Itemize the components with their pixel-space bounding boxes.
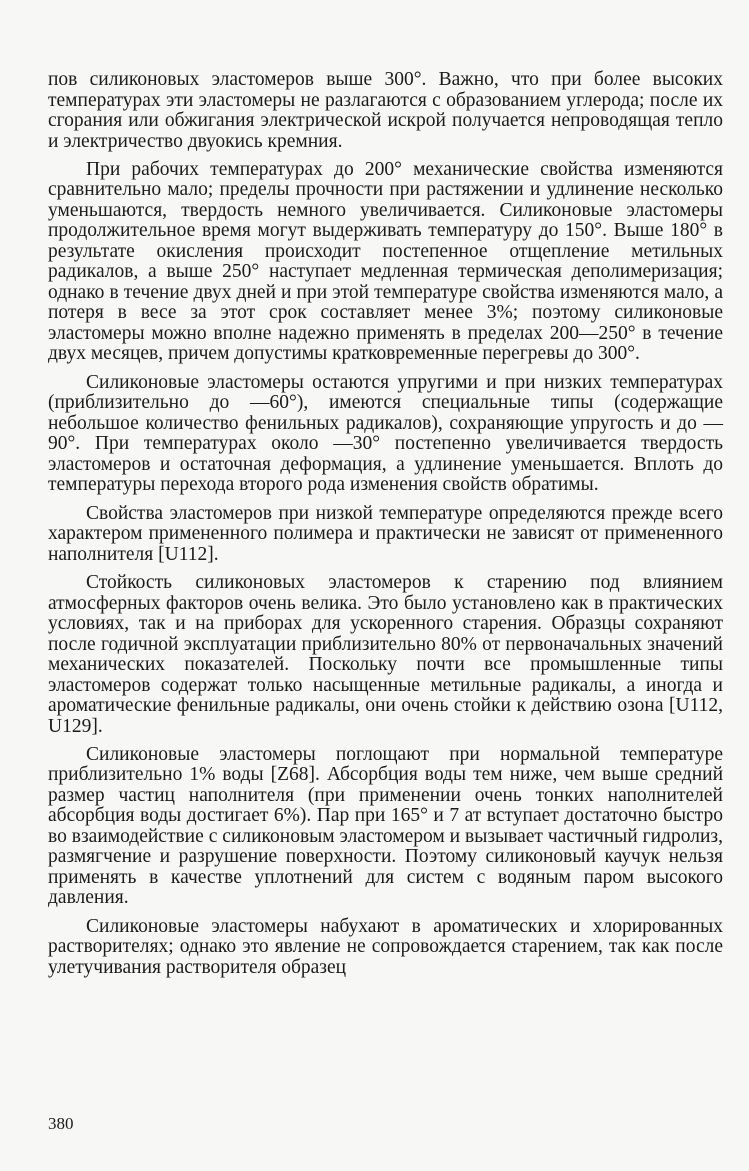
page-number: 380 <box>48 1114 74 1133</box>
paragraph-low-temperatures: Силиконовые эластомеры остаются упругими и при низких температурах (приблизительно до —60°), имеются специальные типы (содержащие небольшое количество фенильных радикалов), сохраняющие упругость и до —90°. При температурах около —30° постепенно увеличивается твердость эластомеров и остаточная деформация, а удлинение уменьшается. Вплоть до температуры перехода второго рода изменения свойств обратимы. <box>48 371 723 496</box>
paragraph-water-absorption: Силиконовые эластомеры поглощают при нормальной температуре приблизительно 1% воды [Z68]. Абсорбция воды тем ниже, чем выше средний размер частиц наполнителя (при применении очень тонких наполнителей абсорбция воды достигает 6%). Пар при 165° и 7 ат вступает достаточно быстро во взаимодействие с силиконовым эластомером и вызывает частичный гидролиз, размягчение и разрушение поверхности. Поэтому силиконовый каучук нельзя применять в качестве уплотнений для систем с водяным паром высокого давления. <box>48 743 723 909</box>
paragraph-continuation: пов силиконовых эластомеров выше 300°. Важно, что при более высоких температурах эти эластомеры не разлагаются с образованием углерода; после их сгорания или обжигания электрической искрой получается непроводящая тепло и электричество двуокись кремния. <box>48 69 723 152</box>
page-body <box>48 70 723 986</box>
paragraph-swelling: Силиконовые эластомеры набухают в ароматических и хлорированных растворителях; однако это явление не сопровождается старением, так как после улетучивания растворителя образец <box>48 915 723 978</box>
paragraph-working-temperatures: При рабочих температурах до 200° механические свойства изменяются сравнительно мало; пределы прочности при растяжении и удлинение несколько уменьшаются, твердость немного увеличивается. Силиконовые эластомеры продолжительное время могут выдерживать температуру до 150°. Выше 180° в результате окисления происходит постепенное отщепление метильных радикалов, а выше 250° наступает медленная термическая деполимеризация; однако в течение двух дней и при этой температуре свойства изменяются мало, а потеря в весе за этот срок составляет менее 3%; поэтому силиконовые эластомеры можно вполне надежно применять в пределах 200—250° в течение двух месяцев, причем допустимы кратковременные перегревы до 300°. <box>48 158 723 365</box>
paragraph-aging-resistance: Стойкость силиконовых эластомеров к старению под влиянием атмосферных факторов очень велика. Это было установлено как в практических условиях, так и на приборах для ускоренного старения. Образцы сохраняют после годичной эксплуатации приблизительно 80% от первоначальных значений механических показателей. Поскольку почти все промышленные типы эластомеров содержат только насыщенные метильные радикалы, а иногда и ароматические фенильные радикалы, они очень стойки к действию озона [U112, U129]. <box>48 572 723 737</box>
paragraph-low-temp-properties: Свойства эластомеров при низкой температуре определяются прежде всего характером примененного полимера и практически не зависят от примененного наполнителя [U112]. <box>48 502 723 565</box>
